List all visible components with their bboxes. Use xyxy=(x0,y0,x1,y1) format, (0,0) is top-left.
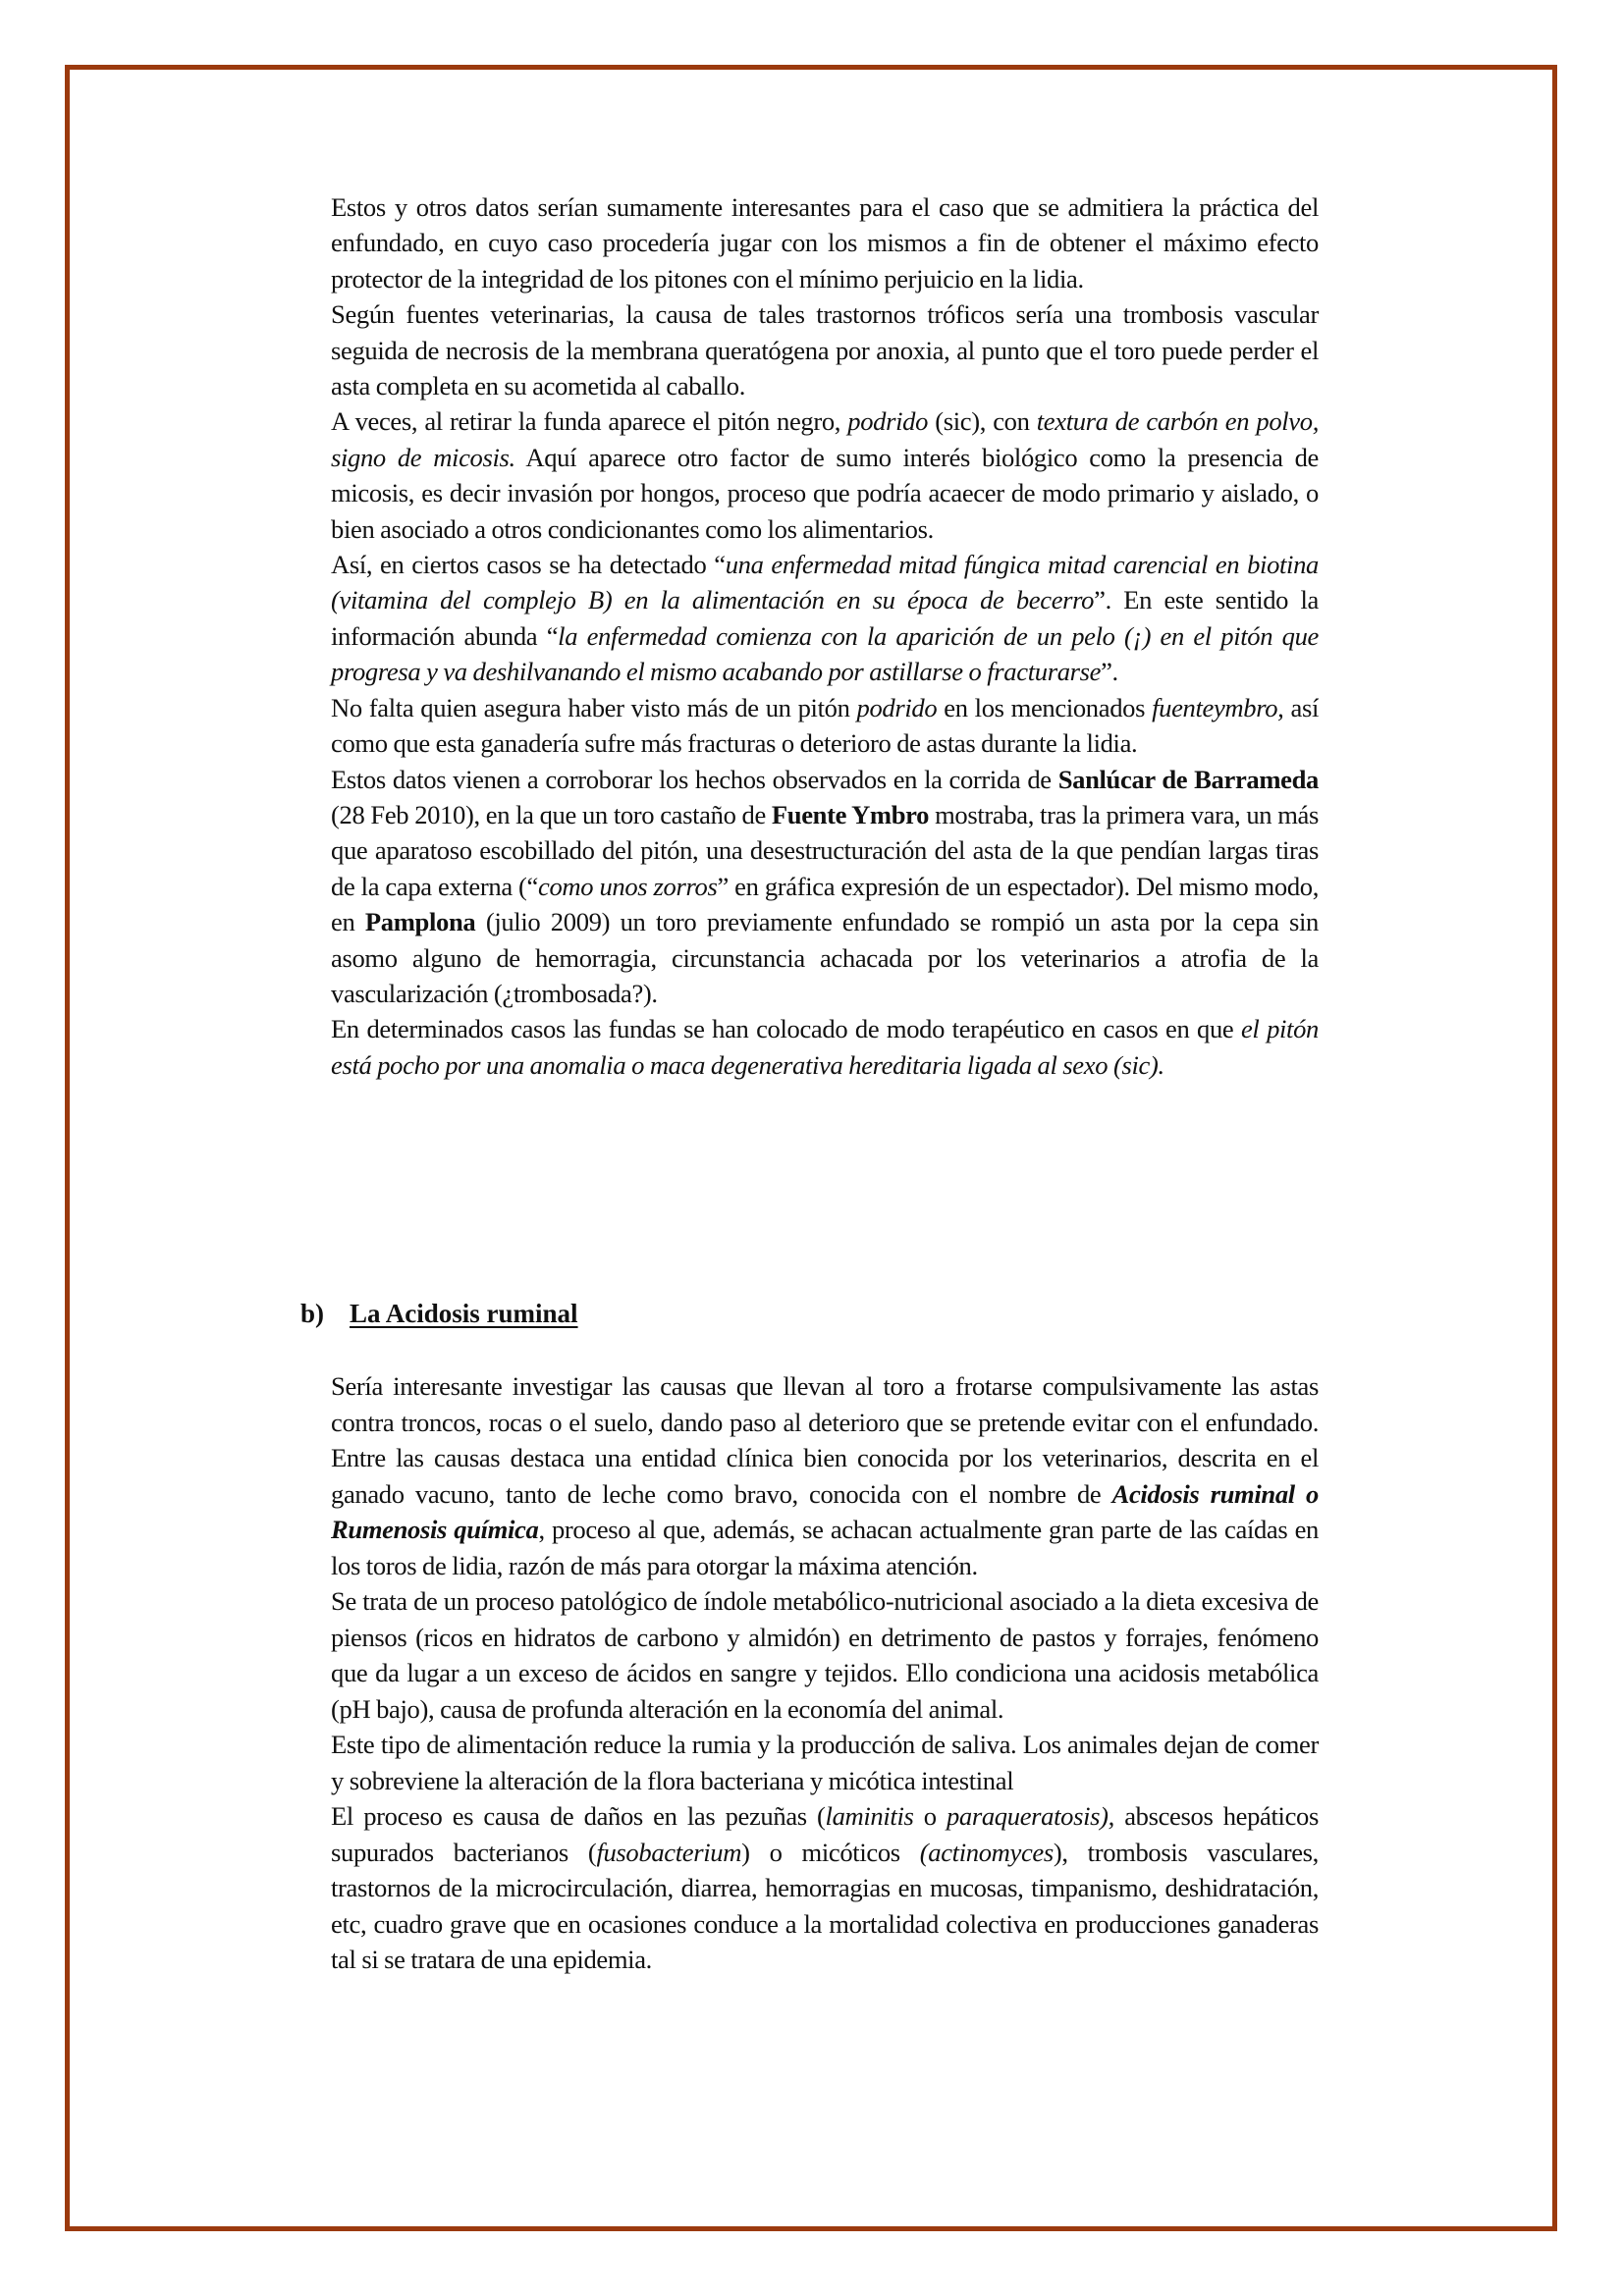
italic-term: laminitis xyxy=(825,1801,914,1831)
section-a-body xyxy=(331,189,1319,1083)
text-run: ”. En este sentido la información abunda “ xyxy=(331,585,1319,651)
text-run: en los mencionados xyxy=(937,692,1153,722)
text-run: (julio 2009) un toro previamente enfundado se rompió un asta por la cepa sin asomo alguno de hemorragia, circunstancia achacada por los veterinarios a atrofia de la vascularización (¿trombosada?). xyxy=(331,907,1319,1008)
italic-quote: la enfermedad comienza con la aparición de un pelo (¡) en el pitón que progresa y va deshilvanando el mismo acabando por astillarse o fracturarse xyxy=(331,620,1319,687)
text-run: ”. xyxy=(1101,657,1118,687)
text-run: Estos y otros datos serían sumamente interesantes para el caso que se admitiera la práctica del enfundado, en cuyo caso procedería jugar con los mismos a fin de obtener el máximo efecto protector de la integridad de los pitones con el mínimo perjuicio en la lidia. xyxy=(331,192,1319,294)
section-title: La Acidosis ruminal xyxy=(350,1299,578,1328)
italic-run: podrido xyxy=(856,692,938,722)
text-run: Este tipo de alimentación reduce la rumia y la producción de saliva. Los animales dejan de comer y sobreviene la alteración de la flora bacteriana y micótica intestinal xyxy=(331,1730,1319,1795)
text-run: abscesos hepáticos supurados bacterianos ( xyxy=(331,1801,1319,1867)
italic-term: fusobacterium xyxy=(596,1837,742,1867)
text-run: Sería interesante investigar las causas que llevan al toro a frotarse compulsivamente las astas contra troncos, rocas o el suelo, dando paso al deterioro que se pretende evitar con el enfundado. Entre las causas destaca una entidad clínica bien conocida por los veterinarios, descrita en el ganado vacuno, tanto de leche como bravo, conocida con el nombre de xyxy=(331,1371,1319,1509)
italic-run: podrido xyxy=(847,406,929,437)
text-run: En determinados casos las fundas se han colocado de modo terapéutico en casos en que xyxy=(331,1014,1241,1044)
bold-place-name: Pamplona xyxy=(364,907,476,937)
text-run: (28 Feb 2010), en la que un toro castaño de xyxy=(331,799,772,829)
bold-italic-term: Acidosis ruminal o Rumenosis química xyxy=(331,1478,1319,1544)
text-run: Se trata de un proceso patológico de índole metabólico-nutricional asociado a la dieta excesiva de piensos (ricos en hidratos de carbono y almidón) en detrimento de pastos y forrajes, fenómeno que da lugar a un exceso de ácidos en sangre y tejidos. Ello condiciona una acidosis metabólica (pH bajo), causa de profunda alteración en la economía del animal. xyxy=(331,1586,1319,1724)
text-run: (sic), con xyxy=(928,406,1037,437)
paragraph xyxy=(331,189,1319,296)
text-run: , proceso al que, además, se achacan actualmente gran parte de las caídas en los toros de lidia, razón de más para otorgar la máxima atención. xyxy=(331,1515,1319,1580)
text-run: Según fuentes veterinarias, la causa de tales trastornos tróficos sería una trombosis vascular seguida de necrosis de la membrana queratógena por anoxia, al punto que el toro puede perder el asta completa en su acometida al caballo. xyxy=(331,299,1319,401)
italic-term: (actinomyces xyxy=(919,1837,1054,1867)
paragraph xyxy=(331,547,1319,690)
text-run: ), trombosis vasculares, trastornos de la microcirculación, diarrea, hemorragias en mucosas, timpanismo, deshidratación, etc, cuadro grave que en ocasiones conduce a la mortalidad colectiva en producciones ganaderas tal si se tratara de una epidemia. xyxy=(331,1837,1319,1974)
paragraph xyxy=(331,1727,1319,1798)
italic-quote: como unos zorros xyxy=(538,871,718,901)
paragraph xyxy=(331,690,1319,762)
text-run: Así, en ciertos casos se ha detectado “ xyxy=(331,550,726,580)
italic-run: textura de carbón en polvo, signo de micosis. xyxy=(331,406,1320,472)
italic-run: fuenteymbro, xyxy=(1152,692,1284,722)
paragraph xyxy=(331,762,1319,1012)
text-run: ” en gráfica expresión de un espectador). Del mismo modo, en xyxy=(331,871,1320,937)
text-run: así como que esta ganadería sufre más fracturas o deterioro de astas durante la lidia. xyxy=(331,692,1319,759)
section-b-body xyxy=(331,1368,1319,1978)
italic-term: paraqueratosis), xyxy=(946,1801,1114,1831)
paragraph xyxy=(331,403,1319,547)
paragraph xyxy=(331,1011,1319,1083)
text-run: ) o micóticos xyxy=(741,1837,920,1867)
paragraph xyxy=(331,1583,1319,1727)
section-heading xyxy=(300,1296,578,1331)
paragraph xyxy=(331,1798,1319,1978)
text-run: A veces, al retirar la funda aparece el pitón negro, xyxy=(331,406,848,437)
text-run: Estos datos vienen a corroborar los hechos observados en la corrida de xyxy=(331,764,1058,794)
text-run: No falta quien asegura haber visto más de un pitón xyxy=(331,692,857,722)
italic-quote: una enfermedad mitad fúngica mitad carencial en biotina (vitamina del complejo B) en la alimentación en su época de becerro xyxy=(331,550,1319,615)
text-run: El proceso es causa de daños en las pezuñas ( xyxy=(331,1801,826,1831)
section-marker: b) xyxy=(300,1299,325,1328)
bold-ranch-name: Fuente Ymbro xyxy=(771,799,930,829)
paragraph xyxy=(331,296,1319,403)
italic-run: el pitón está pocho por una anomalia o maca degenerativa hereditaria ligada al sexo (sic). xyxy=(331,1014,1319,1080)
text-run: mostraba, tras la primera vara, un más que aparatoso escobillado del pitón, una desestructuración del asta de la que pendían largas tiras de la capa externa (“ xyxy=(331,799,1319,901)
text-run: Aquí aparece otro factor de sumo interés biológico como la presencia de micosis, es decir invasión por hongos, proceso que podría acaecer de modo primario y aislado, o bien asociado a otros condicionantes como los alimentarios. xyxy=(331,442,1319,544)
paragraph xyxy=(331,1368,1319,1583)
text-run: o xyxy=(913,1801,947,1831)
bold-place-name: Sanlúcar de Barrameda xyxy=(1057,764,1319,794)
